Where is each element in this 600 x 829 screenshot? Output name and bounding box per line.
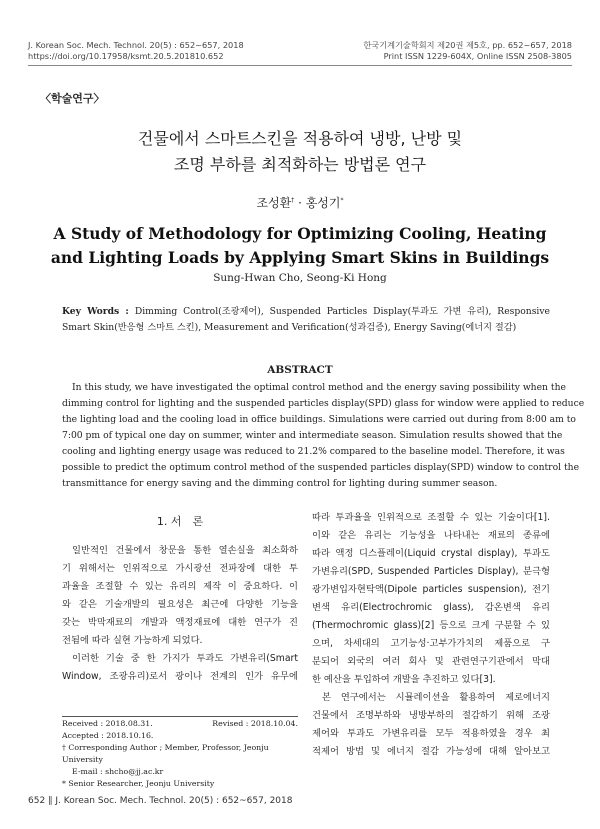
body-right-column: [312, 509, 550, 761]
body-line: 분되어 외국의 여러 회사 및 관련연구기관에서 막대: [312, 656, 550, 667]
footnotes: [62, 718, 298, 790]
corresponding-author: † Corresponding Author ; Member, Professor, Jeonju University: [62, 743, 269, 764]
body-line: 따라 액정 디스플레이(Liquid crystal display), 투과도: [312, 548, 550, 559]
body-line: 따라 투과율을 인위적으로 조절할 수 있는 기술이다[1].: [312, 512, 550, 523]
body-line: 변색 유리(Electrochromic glass), 감온변색 유리: [312, 602, 550, 613]
received-date: Received : 2018.08.31.: [62, 719, 153, 728]
keywords-text: Dimming Control(조광제어), Suspended Particles Display(투과도 가변 유리), Responsive Smart Skin(반응형 스마트 스킨), Measurement and Verification(성과검증), Energy Saving(에너지 절감): [62, 306, 550, 333]
doi-link[interactable]: https://doi.org/10.17958/ksmt.20.5.201810.652: [28, 51, 224, 61]
body-line: 과율을 조절할 수 있는 유리의 제작 이 중요하다. 이: [62, 581, 298, 592]
author-separator: ·: [294, 196, 306, 210]
author-2-mark: *: [340, 197, 344, 204]
abstract-body: [62, 380, 585, 492]
title-english-line: and Lighting Loads by Applying Smart Skins in Buildings: [50, 248, 550, 267]
author-1: 조성환: [256, 196, 292, 210]
body-line: 으며, 차세대의 고기능성·고부가가치의 제품으로 구: [312, 638, 550, 649]
abstract-line: cooling and lighting energy usage was reduced to 21.2% compared to the baseline model. Therefore, it was: [62, 446, 565, 457]
body-line: 제어와 투과도 가변유리를 모두 적용하였을 경우 최: [312, 728, 550, 739]
author-2: 홍성기: [305, 196, 341, 210]
abstract-line: the lighting load and the cooling load in office buildings. Simulations were carried out during from 8:00 am to: [62, 414, 576, 425]
issn: Print ISSN 1229-604X, Online ISSN 2508-3805: [383, 51, 572, 61]
revised-date: Revised : 2018.10.04.: [212, 719, 298, 728]
abstract-line: 7:00 pm of typical one day on summer, winter and intermediate season. Simulation results showed that the: [62, 430, 563, 441]
body-left-column: [62, 542, 298, 686]
keywords-label: Key Words :: [62, 306, 135, 317]
section-1-title: 1. 서 론: [156, 515, 204, 528]
running-header-right: [363, 40, 572, 62]
body-line: 일반적인 건물에서 창문을 통한 열손실을 최소화하: [72, 545, 298, 556]
body-line: (Thermochromic glass)[2] 등으로 크게 구분할 수 있: [312, 620, 550, 631]
abstract-line: transmittance for energy saving and the dimming control for lighting during summer season.: [62, 478, 498, 489]
abstract-title: ABSTRACT: [267, 364, 333, 376]
author-1-mark: †: [291, 197, 295, 204]
body-line: 기 위해서는 인위적으로 가시광선 전파장에 대한 투: [62, 563, 298, 574]
body-line: 이와 같은 유리는 기능성을 나타내는 재료의 종류에: [312, 530, 550, 541]
running-header-left: [28, 40, 244, 62]
journal-citation: J. Korean Soc. Mech. Technol. 20(5) : 652~657, 2018: [28, 40, 244, 50]
article-category: 〈학술연구〉: [40, 92, 105, 105]
footnote-rule: [62, 716, 298, 717]
body-line: 한 예산을 투입하여 개발을 추진하고 있다[3].: [312, 674, 496, 685]
body-line: 광가변입자현탁액(Dipole particles suspension), 전기: [312, 584, 550, 595]
body-line: 이러한 기술 중 한 가지가 투과도 가변유리(Smart: [72, 653, 298, 664]
abstract-line: In this study, we have investigated the optimal control method and the energy saving possibility when the: [72, 382, 566, 393]
body-line: 적제어 방법 및 에너지 절감 가능성에 대해 알아보고: [312, 746, 550, 757]
body-line: Window, 조광유리)로서 광이나 전계의 인가 유무에: [62, 671, 298, 682]
accepted-date: Accepted : 2018.10.16.: [62, 731, 154, 740]
senior-researcher: * Senior Researcher, Jeonju University: [62, 779, 215, 788]
authors-english: Sung-Hwan Cho, Seong-Ki Hong: [213, 272, 387, 284]
dates-row: [62, 718, 298, 730]
page-footer: 652 ∥ J. Korean Soc. Mech. Technol. 20(5) : 652~657, 2018: [28, 796, 293, 806]
title-english: [40, 222, 560, 270]
header-rule: [28, 65, 572, 66]
body-line: 전됨에 따라 실현 가능하게 되었다.: [62, 635, 203, 646]
body-line: 건물에서 조명부하와 냉방부하의 절감하기 위해 조광: [312, 710, 550, 721]
abstract-line: possible to predict the optimum control method of the suspended particles display(SPD) window to control the: [62, 462, 580, 473]
email[interactable]: E-mail : shcho@jj.ac.kr: [72, 767, 164, 776]
body-line: 갖는 박막재료의 개발과 액정재료에 대한 연구가 진: [62, 617, 298, 628]
title-korean-line: 조명 부하를 최적화하는 방법론 연구: [173, 155, 427, 174]
authors-korean: [40, 194, 560, 211]
keywords: [62, 304, 550, 336]
title-korean: [40, 126, 560, 178]
body-line: 와 같은 기술개발의 필요성은 최근에 다양한 기능을: [62, 599, 298, 610]
journal-citation-korean: 한국기계기술학회지 제20권 제5호, pp. 652~657, 2018: [363, 40, 572, 50]
title-english-line: A Study of Methodology for Optimizing Cooling, Heating: [53, 224, 547, 243]
body-line: 본 연구에서는 시뮬레이션을 활용하여 제로에너지: [322, 692, 550, 703]
title-korean-line: 건물에서 스마트스킨을 적용하여 냉방, 난방 및: [137, 129, 463, 148]
body-line: 가변유리(SPD, Suspended Particles Display), 분극형: [312, 566, 550, 577]
abstract-line: dimming control for lighting and the suspended particles display(SPD) glass for window were applied to reduce: [62, 398, 585, 409]
